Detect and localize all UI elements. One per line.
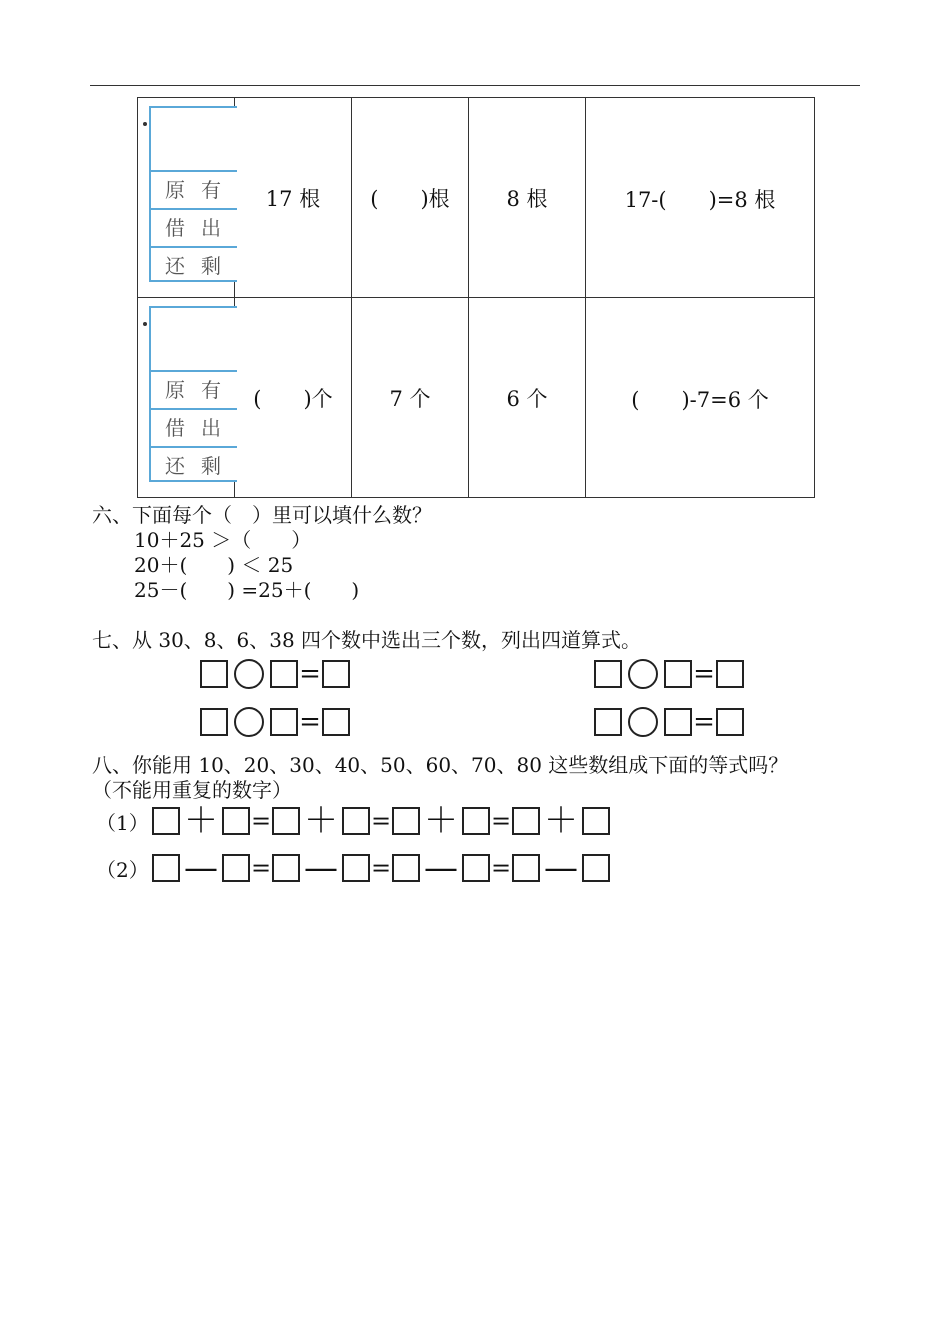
answer-box[interactable]: [270, 708, 298, 736]
equation-text[interactable]: ( )-7=6 个: [631, 387, 769, 412]
answer-box[interactable]: [716, 660, 744, 688]
cell-lent[interactable]: ( )根: [352, 98, 469, 298]
answer-box[interactable]: [222, 807, 250, 835]
answer-box[interactable]: [462, 854, 490, 882]
answer-box[interactable]: [716, 708, 744, 736]
answer-box[interactable]: [582, 807, 610, 835]
cell-remaining: 6 个: [469, 298, 586, 498]
answer-box[interactable]: [594, 708, 622, 736]
bullet-dot: [143, 322, 147, 326]
word-problem-table: [137, 97, 815, 498]
answer-box[interactable]: [200, 708, 228, 736]
row-label: （1）: [96, 810, 149, 835]
answer-box[interactable]: [152, 854, 180, 882]
equals-sign: =: [693, 659, 715, 689]
minus-sign: —: [304, 848, 338, 888]
row-label: （2）: [96, 857, 149, 882]
answer-box[interactable]: [342, 807, 370, 835]
equals-sign: =: [299, 707, 321, 737]
operator-circle[interactable]: [628, 707, 658, 737]
answer-box[interactable]: [512, 807, 540, 835]
ledger-card: [149, 106, 237, 282]
section8-subtitle: （不能用重复的数字）: [92, 778, 292, 802]
cell-lent: 7 个: [352, 298, 469, 498]
answer-box[interactable]: [462, 807, 490, 835]
operator-circle[interactable]: [628, 659, 658, 689]
section6-line-3[interactable]: 25－( ) =25＋( ): [134, 578, 360, 602]
label-remaining: 还剩: [151, 246, 237, 282]
equals-sign: =: [370, 854, 392, 882]
answer-box[interactable]: [270, 660, 298, 688]
equation-text[interactable]: 17-( )=8 根: [624, 187, 776, 212]
equation-template-3: [200, 707, 350, 737]
section6-line-2[interactable]: 20＋( ) ＜ 25: [134, 553, 294, 577]
answer-box[interactable]: [512, 854, 540, 882]
cell-equation: [586, 298, 815, 498]
addition-equation-row: [96, 801, 610, 841]
operator-circle[interactable]: [234, 659, 264, 689]
answer-box[interactable]: [392, 807, 420, 835]
table-row: [138, 98, 815, 298]
label-original: 原有: [151, 170, 237, 206]
answer-box[interactable]: [664, 708, 692, 736]
bookkeeping-image: [138, 298, 235, 498]
answer-box[interactable]: [322, 660, 350, 688]
answer-box[interactable]: [594, 660, 622, 688]
ledger-card: [149, 306, 237, 482]
section7-title: 七、从 30、8、6、38 四个数中选出三个数，列出四道算式。: [92, 628, 642, 652]
answer-box[interactable]: [272, 854, 300, 882]
equals-sign: =: [250, 807, 272, 835]
plus-sign: ＋: [304, 801, 338, 841]
equals-sign: =: [370, 807, 392, 835]
cell-original[interactable]: ( )个: [235, 298, 352, 498]
label-original: 原有: [151, 370, 237, 406]
plus-sign: ＋: [544, 801, 578, 841]
answer-box[interactable]: [322, 708, 350, 736]
answer-box[interactable]: [152, 807, 180, 835]
label-remaining: 还剩: [151, 446, 237, 482]
bullet-dot: [143, 122, 147, 126]
cell-equation: [586, 98, 815, 298]
header-rule: [90, 85, 860, 86]
minus-sign: —: [424, 848, 458, 888]
equals-sign: =: [299, 659, 321, 689]
equals-sign: =: [250, 854, 272, 882]
answer-box[interactable]: [582, 854, 610, 882]
answer-box[interactable]: [272, 807, 300, 835]
answer-box[interactable]: [222, 854, 250, 882]
plus-sign: ＋: [184, 801, 218, 841]
bookkeeping-image: [138, 98, 235, 298]
section6-line-1[interactable]: 10＋25 ＞（ ）: [134, 528, 312, 552]
plus-sign: ＋: [424, 801, 458, 841]
minus-sign: —: [184, 848, 218, 888]
label-lent: 借出: [151, 408, 237, 444]
section8-title: 八、你能用 10、20、30、40、50、60、70、80 这些数组成下面的等式吗？: [92, 753, 789, 777]
answer-box[interactable]: [664, 660, 692, 688]
equation-template-4: [594, 707, 744, 737]
equals-sign: =: [490, 807, 512, 835]
cell-original: 17 根: [235, 98, 352, 298]
subtraction-equation-row: [96, 848, 610, 888]
answer-box[interactable]: [342, 854, 370, 882]
table-row: [138, 298, 815, 498]
cell-remaining: 8 根: [469, 98, 586, 298]
equals-sign: =: [490, 854, 512, 882]
answer-box[interactable]: [392, 854, 420, 882]
equation-template-1: [200, 659, 350, 689]
equation-template-2: [594, 659, 744, 689]
section6-title: 六、下面每个（ ）里可以填什么数？: [92, 503, 432, 527]
label-lent: 借出: [151, 208, 237, 244]
operator-circle[interactable]: [234, 707, 264, 737]
answer-box[interactable]: [200, 660, 228, 688]
equals-sign: =: [693, 707, 715, 737]
minus-sign: —: [544, 848, 578, 888]
